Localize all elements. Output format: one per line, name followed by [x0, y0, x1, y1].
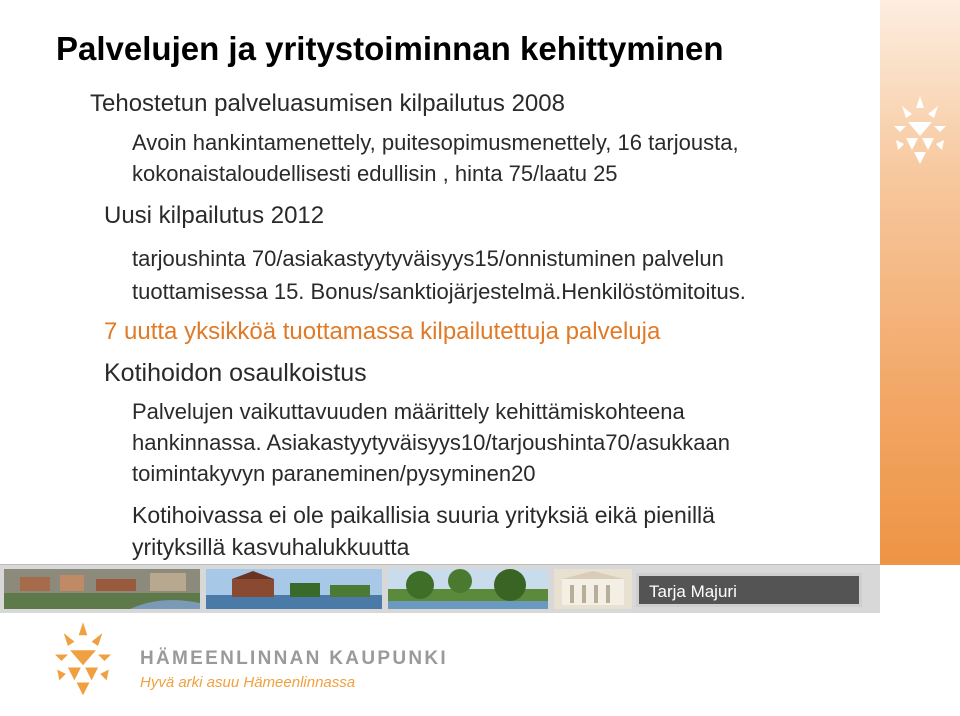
- body-line-6: tuottamisessa 15. Bonus/sanktiojärjestelmä.Henkilöstömitoitus.: [132, 279, 746, 304]
- slide-title: Palvelujen ja yritystoiminnan kehittyminen: [56, 30, 724, 67]
- city-crest-icon: [888, 92, 952, 172]
- body-line-2: Avoin hankintamenettely, puitesopimusmenettely, 16 tarjousta,: [132, 130, 739, 155]
- body-line-3: kokonaistaloudellisesti edullisin , hinta 75/laatu 25: [132, 161, 618, 186]
- body-line-10: hankinnassa. Asiakastyytyväisyys10/tarjoushinta70/asukkaan: [132, 430, 731, 455]
- city-crest-icon: [42, 618, 124, 704]
- city-slogan: Hyvä arki asuu Hämeenlinnassa: [140, 674, 356, 691]
- city-name: HÄMEENLINNAN KAUPUNKI: [140, 648, 448, 669]
- body-line-12: Kotihoivassa ei ole paikallisia suuria yrityksiä eikä pienillä: [132, 502, 715, 528]
- right-decor-band: [880, 0, 960, 565]
- presenter-name: Tarja Majuri: [649, 582, 737, 601]
- body-line-1: Tehostetun palveluasumisen kilpailutus 2008: [90, 90, 565, 117]
- body-line-11: toimintakyvyn paraneminen/pysyminen20: [132, 461, 536, 486]
- body-line-5: tarjoushinta 70/asiakastyytyväisyys15/onnistuminen palvelun: [132, 246, 724, 271]
- body-line-8: Kotihoidon osaulkoistus: [104, 359, 367, 387]
- presenter-box: [636, 573, 862, 607]
- body-line-7-highlight: 7 uutta yksikköä tuottamassa kilpailutettuja palveluja: [104, 318, 661, 345]
- body-line-4: Uusi kilpailutus 2012: [104, 202, 325, 229]
- body-line-9: Palvelujen vaikuttavuuden määrittely kehittämiskohteena: [132, 399, 685, 424]
- body-line-13: yrityksillä kasvuhalukkuutta: [132, 534, 410, 560]
